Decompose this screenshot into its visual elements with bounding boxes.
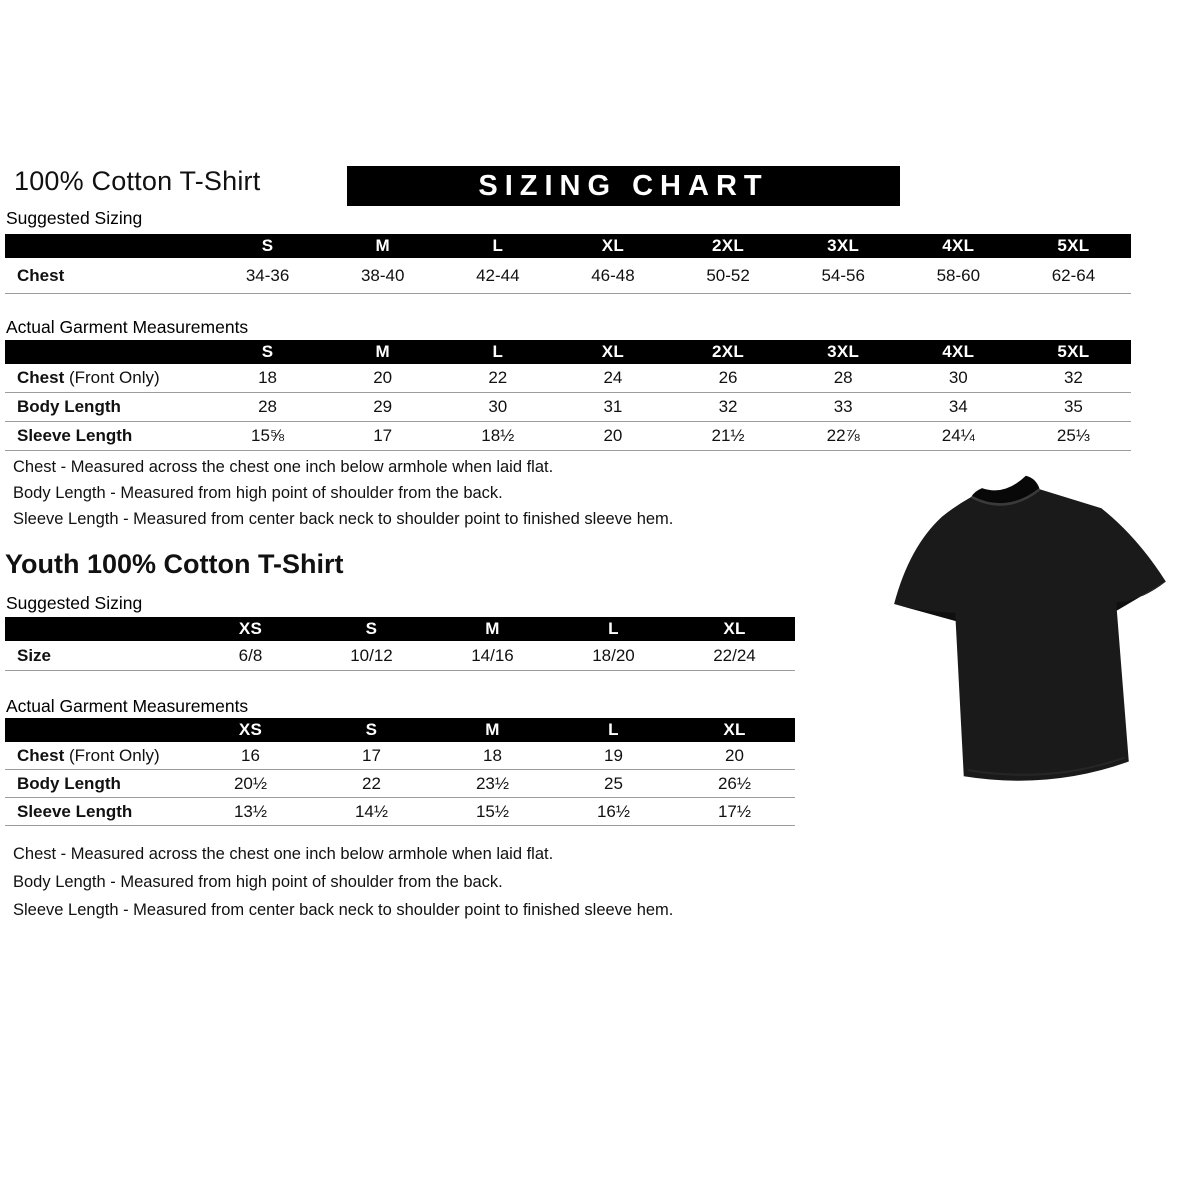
cell: 28 xyxy=(833,368,853,387)
cell: 18 xyxy=(258,368,278,387)
table-row-chest-front xyxy=(5,742,795,770)
youth-suggested-label: Suggested Sizing xyxy=(6,593,143,613)
cell: 15⅝ xyxy=(251,426,285,445)
size-column-header: XL xyxy=(601,236,625,255)
size-column-header: L xyxy=(492,236,504,255)
table-row-body-length xyxy=(5,393,1131,422)
cell: 50-52 xyxy=(706,265,750,285)
cell: 21½ xyxy=(711,426,745,445)
cell: 17 xyxy=(362,745,381,765)
cell: 15½ xyxy=(475,801,510,821)
measurement-note-chest: Chest - Measured across the chest one inch below armhole when laid flat. xyxy=(13,845,554,863)
cell: 58-60 xyxy=(936,265,981,285)
size-column-header: 5XL xyxy=(1057,236,1090,255)
cell: 20 xyxy=(603,426,623,445)
cell: 14½ xyxy=(354,801,389,821)
cell: 25 xyxy=(604,773,623,793)
size-column-header: S xyxy=(261,236,274,255)
row-label-bold: Chest xyxy=(17,745,65,765)
cell: 42-44 xyxy=(476,265,520,285)
row-label-note: (Front Only) xyxy=(68,368,160,387)
cell: 34-36 xyxy=(245,265,290,285)
row-label xyxy=(5,746,190,766)
cell: 26 xyxy=(718,368,738,387)
cell: 22 xyxy=(488,368,508,387)
adult-title: 100% Cotton T-Shirt xyxy=(14,166,261,196)
cell: 32 xyxy=(718,397,738,416)
measurement-note-sleeve: Sleeve Length - Measured from center back neck to shoulder point to finished sleeve hem. xyxy=(13,510,674,528)
size-column-header: XL xyxy=(723,720,746,739)
measurement-note-body: Body Length - Measured from high point of shoulder from the back. xyxy=(13,873,503,891)
cell: 16½ xyxy=(596,801,631,821)
size-column-header: XL xyxy=(601,342,625,361)
size-column-header: L xyxy=(492,342,504,361)
size-column-header: 3XL xyxy=(827,342,860,361)
youth-garment-table xyxy=(5,718,795,826)
cell: 13½ xyxy=(233,801,268,821)
cell: 10/12 xyxy=(350,645,393,665)
size-column-header: S xyxy=(261,342,274,361)
cell: 22/24 xyxy=(713,645,756,665)
cell: 26½ xyxy=(717,773,752,793)
cell: 23½ xyxy=(475,773,510,793)
row-label: Chest xyxy=(17,265,65,285)
table-row-sleeve-length xyxy=(5,798,795,826)
cell: 20 xyxy=(373,368,393,387)
cell: 16 xyxy=(241,745,260,765)
youth-garment-label: Actual Garment Measurements xyxy=(6,696,249,716)
black-tshirt-photo xyxy=(878,462,1196,818)
row-label: Body Length xyxy=(17,397,121,416)
cell: 22⅞ xyxy=(826,426,860,445)
cell: 31 xyxy=(603,397,623,416)
cell: 30 xyxy=(488,397,508,416)
cell: 20 xyxy=(725,745,744,765)
cell: 18/20 xyxy=(592,645,635,665)
cell: 46-48 xyxy=(591,265,635,285)
cell: 17½ xyxy=(717,801,752,821)
cell: 54-56 xyxy=(821,265,865,285)
size-column-header: M xyxy=(375,236,390,255)
size-column-header: L xyxy=(608,619,619,638)
size-column-header: XS xyxy=(238,720,263,739)
sizing-chart-banner: SIZING CHART xyxy=(347,166,900,206)
size-column-header: M xyxy=(485,720,500,739)
cell: 30 xyxy=(948,368,968,387)
tshirt-body xyxy=(888,483,1175,787)
size-column-header: 4XL xyxy=(942,342,975,361)
cell: 18½ xyxy=(481,426,515,445)
measurement-note-sleeve: Sleeve Length - Measured from center back neck to shoulder point to finished sleeve hem. xyxy=(13,901,674,919)
size-header-row xyxy=(5,718,795,742)
youth-title: Youth 100% Cotton T-Shirt xyxy=(5,549,344,579)
adult-garment-label: Actual Garment Measurements xyxy=(6,317,249,337)
size-column-header: XL xyxy=(723,619,746,638)
cell: 29 xyxy=(373,397,393,416)
cell: 24 xyxy=(603,368,623,387)
table-row-size xyxy=(5,641,795,671)
cell: 24¼ xyxy=(941,426,975,445)
row-label-bold: Chest xyxy=(17,368,65,387)
adult-suggested-table xyxy=(5,234,1131,294)
size-column-header: M xyxy=(485,619,500,638)
size-column-header: 3XL xyxy=(827,236,860,255)
cell: 33 xyxy=(833,397,853,416)
size-column-header: 2XL xyxy=(712,342,745,361)
cell: 34 xyxy=(948,397,968,416)
row-label-note: (Front Only) xyxy=(68,745,160,765)
size-column-header: 4XL xyxy=(942,236,975,255)
measurement-note-chest: Chest - Measured across the chest one inch below armhole when laid flat. xyxy=(13,458,554,476)
cell: 17 xyxy=(373,426,393,445)
size-column-header: M xyxy=(375,342,390,361)
cell: 18 xyxy=(483,745,502,765)
size-column-header: 5XL xyxy=(1057,342,1090,361)
adult-garment-table xyxy=(5,340,1131,451)
table-row-chest xyxy=(5,258,1131,294)
size-column-header: S xyxy=(365,619,378,638)
table-row-sleeve-length xyxy=(5,422,1131,451)
cell: 6/8 xyxy=(238,645,263,665)
table-row-body-length xyxy=(5,770,795,798)
row-label: Sleeve Length xyxy=(17,426,133,445)
cell: 20½ xyxy=(233,773,268,793)
row-label: Sleeve Length xyxy=(17,801,133,821)
youth-suggested-table xyxy=(5,617,795,671)
size-header-row xyxy=(5,617,795,641)
row-label: Body Length xyxy=(17,773,121,793)
size-column-header: XS xyxy=(238,619,263,638)
cell: 38-40 xyxy=(360,265,405,285)
size-column-header: S xyxy=(365,720,378,739)
adult-suggested-label: Suggested Sizing xyxy=(6,208,143,228)
cell: 19 xyxy=(604,745,623,765)
cell: 62-64 xyxy=(1051,265,1096,285)
size-column-header: 2XL xyxy=(712,236,745,255)
size-header-row xyxy=(5,340,1131,364)
size-column-header: L xyxy=(608,720,619,739)
table-row-chest-front xyxy=(5,364,1131,393)
row-label xyxy=(5,368,210,388)
cell: 22 xyxy=(362,773,381,793)
tshirt-graphic xyxy=(878,462,1196,818)
cell: 32 xyxy=(1063,368,1083,387)
cell: 35 xyxy=(1063,397,1083,416)
cell: 25⅓ xyxy=(1056,426,1090,445)
cell: 28 xyxy=(258,397,278,416)
cell: 14/16 xyxy=(471,645,514,665)
measurement-note-body: Body Length - Measured from high point of shoulder from the back. xyxy=(13,484,503,502)
row-label: Size xyxy=(17,645,52,665)
size-header-row xyxy=(5,234,1131,258)
